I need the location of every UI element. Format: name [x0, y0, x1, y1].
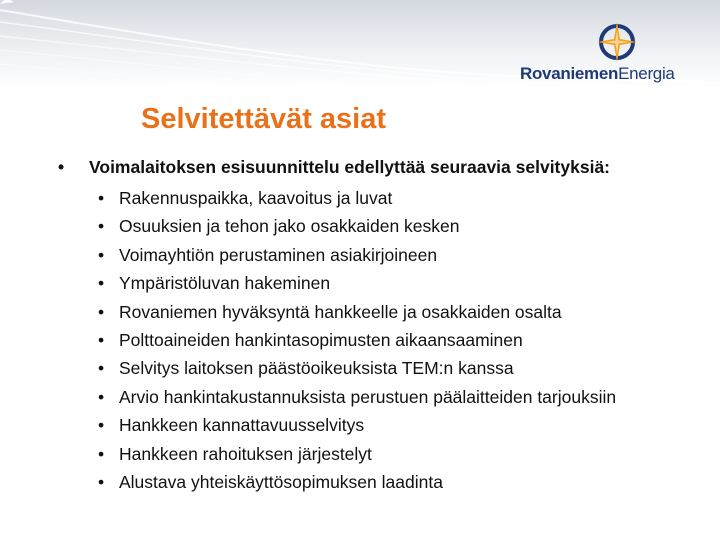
list-item-text: Ympäristöluvan hakeminen	[119, 273, 331, 294]
bullet-marker: •	[98, 301, 105, 322]
bullet-marker: •	[98, 188, 105, 208]
bullet-marker: •	[98, 358, 105, 379]
bullet-marker: •	[98, 443, 105, 464]
list-item	[98, 241, 708, 269]
sub-item-list	[98, 184, 708, 496]
bullet-marker: •	[98, 329, 105, 350]
company-logo	[520, 20, 690, 86]
list-item-text: Arvio hankintakustannuksista perustuen päälaitteiden tarjouksiin	[119, 386, 617, 407]
list-item-text: Osuuksien ja tehon jako osakkaiden kesken	[119, 216, 460, 237]
bullet-marker: •	[98, 415, 105, 436]
bullet-marker: •	[98, 386, 105, 407]
list-item	[98, 411, 708, 439]
list-item-text: Polttoaineiden hankintasopimusten aikaansaaminen	[119, 329, 523, 350]
bullet-marker: •	[98, 244, 105, 265]
list-item-text: Hankkeen kannattavuusselvitys	[119, 415, 365, 436]
list-item	[98, 326, 708, 354]
list-item-text: Hankkeen rahoituksen järjestelyt	[119, 443, 372, 464]
logo-name-bold: Rovaniemen	[520, 64, 619, 83]
list-item-text: Rovaniemen hyväksyntä hankkeelle ja osakkaiden osalta	[119, 301, 562, 322]
list-item	[98, 383, 708, 411]
bullet-marker: •	[58, 157, 65, 177]
logo-wordmark	[520, 64, 690, 84]
list-item-text: Selvitys laitoksen päästöoikeuksista TEM:n kanssa	[119, 358, 514, 379]
logo-name-light: Energia	[618, 64, 675, 83]
main-point-text: Voimalaitoksen esisuunnittelu edellyttää seuraavia selvityksiä:	[89, 157, 611, 177]
bullet-marker: •	[98, 273, 105, 294]
list-item	[98, 269, 708, 297]
list-item	[98, 212, 708, 240]
list-item-text: Alustava yhteiskäyttösopimuksen laadinta	[119, 471, 443, 492]
bullet-marker: •	[98, 471, 105, 492]
slide-title: Selvitettävät asiat	[141, 103, 387, 135]
bullet-marker: •	[98, 216, 105, 237]
list-item	[98, 354, 708, 382]
list-item	[98, 468, 708, 496]
list-item-text: Voimayhtiön perustaminen asiakirjoineen	[119, 244, 438, 265]
list-item	[98, 440, 708, 468]
list-item-text: Rakennuspaikka, kaavoitus ja luvat	[119, 188, 393, 208]
list-item	[98, 298, 708, 326]
list-item	[98, 184, 708, 212]
star-compass-icon	[595, 20, 639, 64]
